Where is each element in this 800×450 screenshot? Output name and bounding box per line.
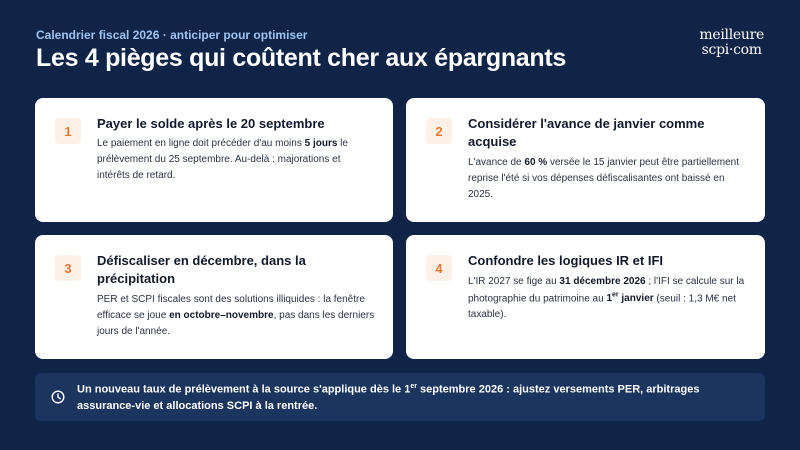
card-title: Payer le solde après le 20 septembre [97, 116, 325, 131]
pitfall-card-2 [406, 98, 765, 222]
card-number-badge: 4 [426, 255, 452, 281]
pitfall-card-1 [35, 98, 393, 222]
card-description: PER et SCPI fiscales sont des solutions illiquides : la fenêtre efficace se joue en octobre–novembre, pas dans les derniers jours de l'année. [97, 294, 375, 337]
card-title: Confondre les logiques IR et IFI [468, 253, 664, 268]
logo-line-2: scpi·com [701, 42, 762, 58]
emphasis-text: 31 décembre 2026 [559, 276, 646, 287]
card-title: Défiscaliser en décembre, dans la précipitation [97, 253, 306, 287]
card-description: Le paiement en ligne doit précéder d'au moins 5 jours le prélèvement du 25 septembre. Au-delà : majorations et intérêts de retard. [97, 138, 348, 181]
clock-icon [51, 390, 65, 404]
pitfall-card-4 [406, 235, 765, 359]
emphasis-text: 5 jours [304, 138, 338, 149]
page-title: Les 4 pièges qui coûtent cher aux épargnants [36, 44, 567, 72]
pitfall-card-3 [35, 235, 393, 359]
brand-logo[interactable] [699, 28, 764, 57]
card-number-badge: 1 [55, 118, 81, 144]
emphasis-text: 60 % [524, 157, 548, 168]
logo-line-1: meilleure [699, 27, 764, 43]
card-description: L'IR 2027 se fige au 31 décembre 2026 ; l'IFI se calcule sur la photographie du patrimoine au 1er janvier (seuil : 1,3 M€ net taxable). [468, 276, 745, 321]
eyebrow-text: Calendrier fiscal 2026 · anticiper pour optimiser [36, 28, 308, 42]
card-number-badge: 3 [55, 255, 81, 281]
card-title: Considérer l'avance de janvier comme acquise [468, 116, 705, 150]
card-description: L'avance de 60 % versée le 15 janvier peut être partiellement reprise l'été si vos dépenses défiscalisantes ont baissé en 2025. [468, 157, 739, 200]
card-number-badge: 2 [426, 118, 452, 144]
emphasis-text: 1er janvier [606, 292, 654, 305]
info-banner [35, 373, 765, 421]
banner-text: Un nouveau taux de prélèvement à la source s'applique dès le 1er septembre 2026 : ajustez versements PER, arbitrages assurance-vie et allocations SCPI à la rentrée. [77, 383, 700, 412]
emphasis-text: en octobre–novembre [169, 310, 274, 321]
